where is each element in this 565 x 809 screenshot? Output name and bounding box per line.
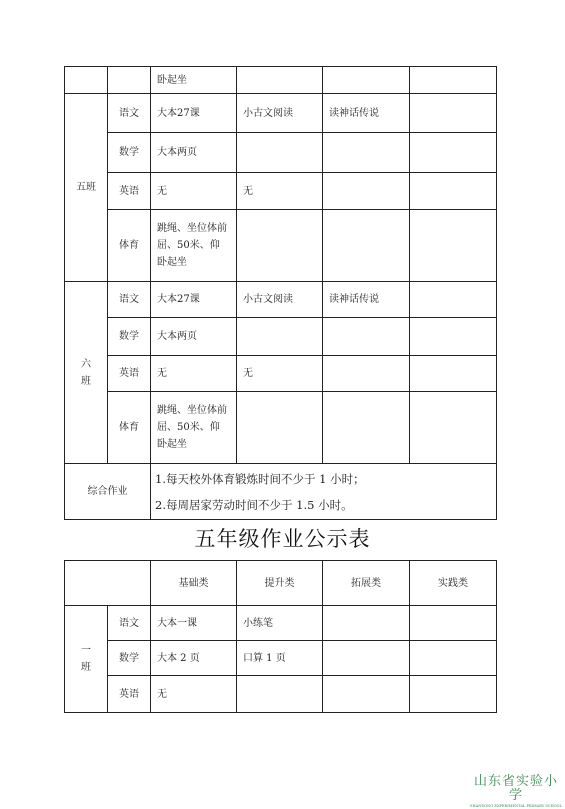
basic-line: 跳绳、坐位体前 bbox=[157, 405, 227, 416]
table-cell bbox=[323, 67, 410, 94]
class-name-line: 六 bbox=[81, 358, 91, 370]
basic-cell: 无 bbox=[151, 676, 237, 713]
practice-cell bbox=[410, 173, 497, 210]
basic-cell: 大本两页 bbox=[151, 318, 237, 356]
summary-line: 2.每周居家劳动时间不少于 1.5 小时。 bbox=[155, 497, 353, 512]
table-cell bbox=[65, 67, 108, 94]
basic-cell: 大本一课 bbox=[151, 606, 237, 641]
table-cell: 卧起坐 bbox=[151, 67, 237, 94]
practice-cell bbox=[410, 94, 497, 133]
table-row bbox=[65, 392, 497, 464]
advanced-cell: 无 bbox=[237, 173, 323, 210]
subject-cell: 英语 bbox=[108, 173, 151, 210]
summary-label: 综合作业 bbox=[65, 464, 151, 520]
subject-cell: 语文 bbox=[108, 606, 151, 641]
table-row bbox=[65, 641, 497, 676]
class-name-cell bbox=[65, 606, 108, 713]
basic-line: 屈、50米、仰 bbox=[157, 422, 220, 433]
advanced-cell bbox=[237, 318, 323, 356]
basic-cell: 无 bbox=[151, 356, 237, 392]
basic-cell bbox=[151, 210, 237, 282]
homework-table-upper bbox=[64, 66, 497, 520]
practice-cell bbox=[410, 133, 497, 173]
subject-cell: 体育 bbox=[108, 210, 151, 282]
basic-cell: 大本 2 页 bbox=[151, 641, 237, 676]
basic-line: 屈、50米、仰 bbox=[157, 240, 220, 251]
table-row bbox=[65, 133, 497, 173]
header-blank-cell bbox=[65, 561, 151, 606]
advanced-cell bbox=[237, 676, 323, 713]
practice-cell bbox=[410, 606, 497, 641]
basic-line: 卧起坐 bbox=[157, 439, 187, 450]
page-title: 五年级作业公示表 bbox=[194, 527, 371, 551]
subject-cell: 英语 bbox=[108, 356, 151, 392]
advanced-cell bbox=[237, 392, 323, 464]
extension-cell bbox=[323, 318, 410, 356]
table-row bbox=[65, 173, 497, 210]
table-cell bbox=[108, 67, 151, 94]
extension-cell: 读神话传说 bbox=[323, 94, 410, 133]
practice-cell bbox=[410, 392, 497, 464]
column-header: 拓展类 bbox=[323, 561, 410, 606]
table-row bbox=[65, 210, 497, 282]
advanced-cell: 小练笔 bbox=[237, 606, 323, 641]
table-row bbox=[65, 676, 497, 713]
basic-line: 跳绳、坐位体前 bbox=[157, 223, 227, 234]
summary-notes bbox=[151, 464, 497, 520]
extension-cell bbox=[323, 392, 410, 464]
class-name-line: 班 bbox=[81, 662, 91, 673]
extension-cell bbox=[323, 676, 410, 713]
practice-cell bbox=[410, 356, 497, 392]
table-row bbox=[65, 94, 497, 133]
subject-cell: 体育 bbox=[108, 392, 151, 464]
school-logo-name: 山东省实验小学 bbox=[473, 774, 558, 803]
column-header: 实践类 bbox=[410, 561, 497, 606]
homework-table-lower bbox=[64, 560, 497, 713]
advanced-cell bbox=[237, 210, 323, 282]
advanced-cell: 小古文阅读 bbox=[237, 94, 323, 133]
practice-cell bbox=[410, 318, 497, 356]
subject-cell: 语文 bbox=[108, 282, 151, 318]
subject-cell: 语文 bbox=[108, 94, 151, 133]
table-row bbox=[65, 606, 497, 641]
practice-cell bbox=[410, 641, 497, 676]
subject-cell: 数学 bbox=[108, 641, 151, 676]
extension-cell bbox=[323, 133, 410, 173]
summary-line: 1.每天校外体育锻炼时间不少于 1 小时； bbox=[155, 471, 365, 486]
extension-cell bbox=[323, 641, 410, 676]
basic-cell bbox=[151, 392, 237, 464]
extension-cell bbox=[323, 356, 410, 392]
school-logo bbox=[470, 775, 562, 809]
table-row bbox=[65, 282, 497, 318]
practice-cell bbox=[410, 676, 497, 713]
class-name-line: 班 bbox=[81, 375, 91, 387]
extension-cell bbox=[323, 210, 410, 282]
basic-line: 卧起坐 bbox=[157, 257, 187, 268]
class-name-line: 一 bbox=[81, 645, 91, 656]
class-name-cell bbox=[65, 282, 108, 464]
practice-cell bbox=[410, 210, 497, 282]
subject-cell: 数学 bbox=[108, 318, 151, 356]
table-row bbox=[65, 356, 497, 392]
practice-cell bbox=[410, 282, 497, 318]
class-name-cell: 五班 bbox=[65, 94, 108, 282]
column-header: 基础类 bbox=[151, 561, 237, 606]
advanced-cell bbox=[237, 133, 323, 173]
extension-cell bbox=[323, 173, 410, 210]
school-logo-subtitle: SHANDONG EXPERIMENTAL PRIMARY SCHOOL bbox=[470, 804, 562, 808]
advanced-cell: 口算 1 页 bbox=[237, 641, 323, 676]
subject-cell: 英语 bbox=[108, 676, 151, 713]
table-row bbox=[65, 67, 497, 94]
advanced-cell: 小古文阅读 bbox=[237, 282, 323, 318]
column-header: 提升类 bbox=[237, 561, 323, 606]
extension-cell: 读神话传说 bbox=[323, 282, 410, 318]
table-cell bbox=[237, 67, 323, 94]
subject-cell: 数学 bbox=[108, 133, 151, 173]
advanced-cell: 无 bbox=[237, 356, 323, 392]
basic-cell: 无 bbox=[151, 173, 237, 210]
extension-cell bbox=[323, 606, 410, 641]
table-row bbox=[65, 318, 497, 356]
table-header-row bbox=[65, 561, 497, 606]
basic-cell: 大本27课 bbox=[151, 94, 237, 133]
basic-cell: 大本27课 bbox=[151, 282, 237, 318]
table-row bbox=[65, 464, 497, 520]
basic-cell: 大本两页 bbox=[151, 133, 237, 173]
table-cell bbox=[410, 67, 497, 94]
